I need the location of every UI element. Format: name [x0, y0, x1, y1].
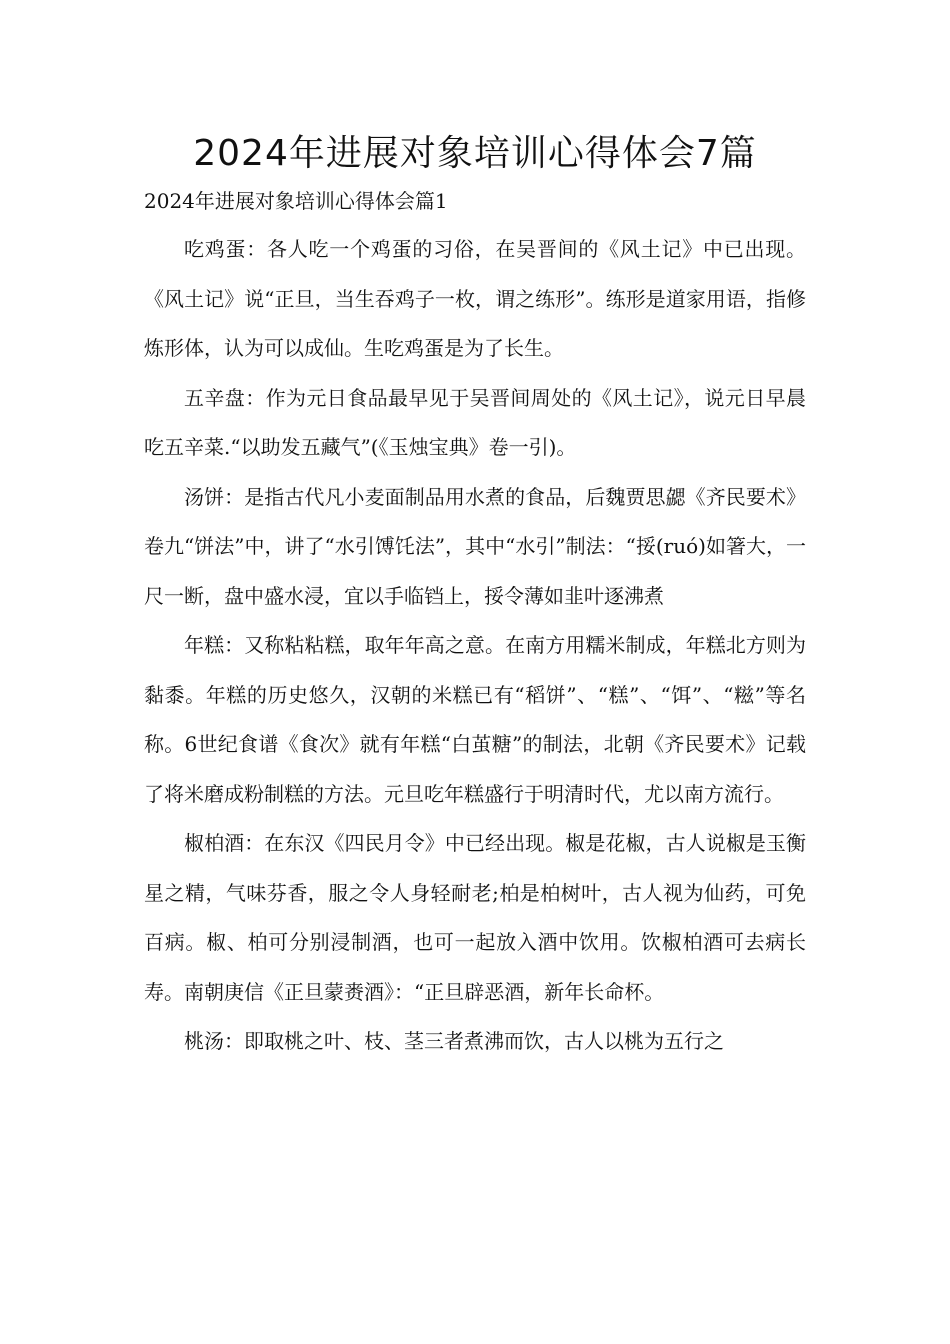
- paragraph-eggs: 吃鸡蛋：各人吃一个鸡蛋的习俗，在吴晋间的《风土记》中已出现。《风土记》说“正旦，当生吞鸡子一枚，谓之练形”。练形是道家用语，指修炼形体，认为可以成仙。生吃鸡蛋是为了长生。: [144, 237, 806, 360]
- paragraph-jiao-bai-wine: 椒柏酒：在东汉《四民月令》中已经出现。椒是花椒，古人说椒是玉衡星之精，气味芬香，服之令人身轻耐老;柏是柏树叶，古人视为仙药，可免百病。椒、柏可分别浸制酒，也可一起放入酒中饮用。饮椒柏酒可去病长寿。南朝庚信《正旦蒙赉酒》：“正旦辟恶酒，新年长命杯。: [144, 831, 806, 1004]
- paragraph-nian-gao: 年糕：又称粘粘糕，取年年高之意。在南方用糯米制成，年糕北方则为黏黍。年糕的历史悠久，汉朝的米糕已有“稻饼”、“糕”、“饵”、“糍”等名称。6世纪食谱《食次》就有年糕“白茧糖”的制法，北朝《齐民要术》记载了将米磨成粉制糕的方法。元旦吃年糕盛行于明清时代，尤以南方流行。: [144, 633, 806, 806]
- document-title: 2024年进展对象培训心得体会7篇: [193, 133, 757, 174]
- document-body: [144, 225, 806, 1067]
- paragraph-peach-soup: 桃汤：即取桃之叶、枝、茎三者煮沸而饮，古人以桃为五行之: [184, 1029, 724, 1053]
- paragraph-tang-bing: 汤饼：是指古代凡小麦面制品用水煮的食品，后魏贾思勰《齐民要术》卷九“饼法”中，讲了“水引馎饦法”，其中“水引”制法：“挼(ruó)如箸大，一尺一断，盘中盛水浸，宜以手临铛上，挼令薄如韭叶逐沸煮: [144, 484, 806, 608]
- section-heading: 2024年进展对象培训心得体会篇1: [144, 189, 448, 213]
- paragraph-five-spice-plate: 五辛盘：作为元日食品最早见于吴晋间周处的《风土记》，说元日早晨吃五辛菜.“以助发五藏气”(《玉烛宝典》卷一引)。: [144, 385, 806, 459]
